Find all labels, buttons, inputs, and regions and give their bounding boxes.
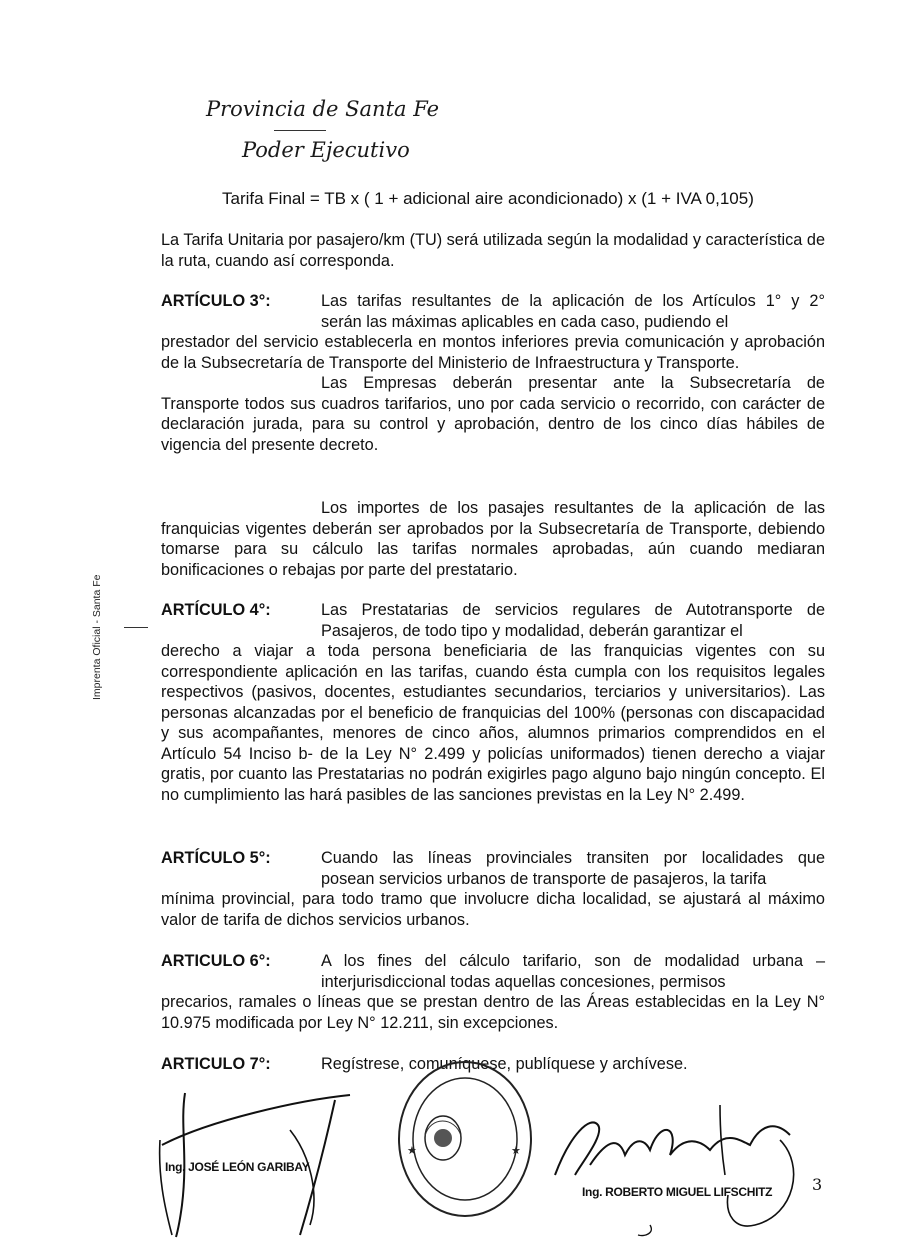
article-7-text: Regístrese, comuníquese, publíquese y archívese. bbox=[321, 1055, 688, 1073]
side-margin-note: Imprenta Oficial - Santa Fe bbox=[91, 574, 103, 700]
article-6 bbox=[161, 951, 825, 1033]
article-4-heading-line bbox=[161, 600, 825, 621]
article-5-continuation: posean servicios urbanos de transporte de pasajeros, la tarifa bbox=[321, 869, 767, 888]
article-3-paragraph-2: Las Empresas deberán presentar ante la Subsecretaría de Transporte todos sus cuadros tarifarios, uno por cada servicio o recorrido, con carácter de declaración jurada, para su control y aprobación, dentro de los cinco días hábiles de vigencia del presente decreto. bbox=[161, 374, 825, 454]
article-6-rest: precarios, ramales o líneas que se prestan dentro de las Áreas establecidas en la Ley N° 10.975 modificada por Ley N° 12.211, sin excepciones. bbox=[161, 993, 825, 1032]
article-3 bbox=[161, 291, 825, 455]
tariff-formula: Tarifa Final = TB x ( 1 + adicional aire acondicionado) x (1 + IVA 0,105) bbox=[222, 189, 754, 208]
left-signatory-name: Ing. JOSÉ LEÓN GARIBAY bbox=[165, 1160, 310, 1174]
svg-text:★: ★ bbox=[511, 1144, 521, 1157]
article-7-label: ARTICULO 7°: bbox=[161, 1055, 271, 1073]
article-4 bbox=[161, 600, 825, 805]
right-signatory-name: Ing. ROBERTO MIGUEL LIFSCHITZ bbox=[582, 1185, 773, 1199]
article-6-first-line: A los fines del cálculo tarifario, son de modalidad urbana – bbox=[321, 952, 825, 970]
article-4-first-line: Las Prestatarias de servicios regulares de Autotransporte de bbox=[321, 601, 825, 619]
article-3-paragraph-3: Los importes de los pasajes resultantes de la aplicación de las franquicias vigentes deberán ser aprobados por la Subsecretaría de Transporte, debiendo tomarse para su cálculo las tarifas normales aprobadas, aún cuando mediaran bonificaciones o rebajas por parte del prestatario. bbox=[161, 499, 825, 579]
article-5-first-line: Cuando las líneas provinciales transiten por localidades que bbox=[321, 849, 825, 867]
article-4-continuation: Pasajeros, de todo tipo y modalidad, deberán garantizar el bbox=[321, 621, 743, 640]
article-3-paragraph-3-block bbox=[161, 498, 825, 580]
article-3-heading-line bbox=[161, 291, 825, 312]
article-3-rest: prestador del servicio establecerla en montos inferiores previa comunicación y aprobación de la Subsecretaría de Transporte del Ministerio de Infraestructura y Transporte. bbox=[161, 333, 825, 372]
header-divider bbox=[274, 130, 326, 131]
article-6-heading-line bbox=[161, 951, 825, 972]
article-3-first-line: Las tarifas resultantes de la aplicación de los Artículos 1° y 2° bbox=[321, 292, 825, 310]
article-5-heading-line bbox=[161, 848, 825, 869]
tu-paragraph-block bbox=[161, 230, 825, 271]
article-3-label: ARTÍCULO 3°: bbox=[161, 292, 271, 310]
article-5 bbox=[161, 848, 825, 930]
right-signature-scribble bbox=[550, 1095, 800, 1240]
article-4-label: ARTÍCULO 4°: bbox=[161, 601, 271, 619]
page-number: 3 bbox=[812, 1175, 823, 1194]
article-6-label: ARTICULO 6°: bbox=[161, 952, 271, 970]
article-4-rest: derecho a viajar a toda persona beneficiaria de las franquicias vigentes con su correspondiente aplicación en las tarifas, cuando ésta cumpla con los requisitos legales respectivos (pasivos, docentes, estudiantes secundarios, terciarios y universitarios). Las personas alcanzadas por el beneficio de franquicias del 100% (personas con discapacidad y sus acompañantes, menores de cinco años, alumnos primarios comprendidos en el Artículo 54 Inciso b- de la Ley N° 2.499 y policías uniformados) tienen derecho a viajar gratis, por cuanto las Prestatarias no podrán exigirles pago alguno bajo ningún concepto. El no cumplimiento las hará pasibles de las sanciones previstas en la Ley N° 2.499. bbox=[161, 642, 825, 804]
tu-paragraph: La Tarifa Unitaria por pasajero/km (TU) será utilizada según la modalidad y característica de la ruta, cuando así corresponda. bbox=[161, 231, 825, 270]
article-3-continuation: serán las máximas aplicables en cada caso, pudiendo el bbox=[321, 312, 729, 331]
svg-text:★: ★ bbox=[407, 1144, 417, 1157]
header-province: Provincia de Santa Fe bbox=[206, 97, 440, 121]
article-6-continuation: interjurisdiccional todas aquellas concesiones, permisos bbox=[321, 972, 726, 991]
header-branch: Poder Ejecutivo bbox=[242, 138, 410, 162]
article-5-label: ARTÍCULO 5°: bbox=[161, 849, 271, 867]
margin-tick bbox=[124, 627, 148, 628]
article-5-rest: mínima provincial, para todo tramo que involucre dicha localidad, se ajustará al máximo valor de tarifa de dichos servicios urbanos. bbox=[161, 890, 825, 929]
provincial-seal bbox=[395, 1058, 535, 1220]
